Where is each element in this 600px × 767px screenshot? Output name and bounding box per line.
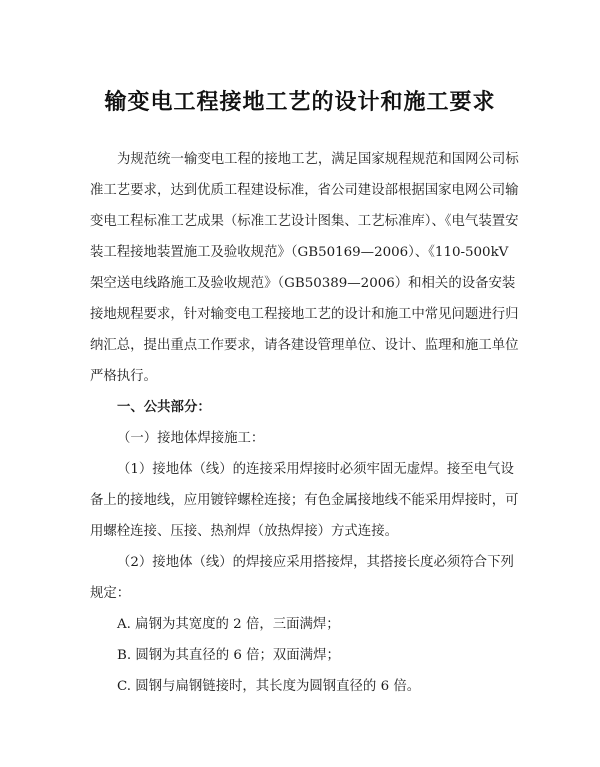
document-body [90,144,522,702]
list-item: A. 扁钢为其宽度的 2 倍，三面满焊； [117,617,340,632]
clause-paragraph: （2）接地体（线）的焊接应采用搭接焊，其搭接长度必须符合下列规定： [90,555,514,601]
document-title: 输变电工程接地工艺的设计和施工要求 [104,90,496,115]
section-heading: 一、公共部分： [117,400,211,415]
clause-paragraph: （1）接地体（线）的连接采用焊接时必须牢固无虚焊。接至电气设备上的接地线，应用镀锌螺栓连接；有色金属接地线不能采用焊接时，可用螺栓连接、压接、热剂焊（放热焊接）方式连接。 [90,462,519,539]
subsection-heading: （一）接地体焊接施工： [117,431,265,446]
intro-paragraph: 为规范统一输变电工程的接地工艺，满足国家规程规范和国网公司标准工艺要求，达到优质工程建设标准，省公司建设部根据国家电网公司输变电工程标准工艺成果（标准工艺设计图集、工艺标准库）、《电气装置安装工程接地装置施工及验收规范》（GB50169—2006）、《110-500kV 架空送电线路施工及验收规范》（GB50389—2006）和相关的设备安装接地规程要求，针对输变电工程接地工艺的设计和施工中常见问题进行归纳汇总，提出重点工作要求，请各建设管理单位、设计、监理和施工单位严格执行。 [90,152,519,384]
list-item: B. 圆钢为其直径的 6 倍；双面满焊； [117,648,340,663]
list-item: C. 圆钢与扁钢链接时，其长度为圆钢直径的 6 倍。 [117,679,421,694]
